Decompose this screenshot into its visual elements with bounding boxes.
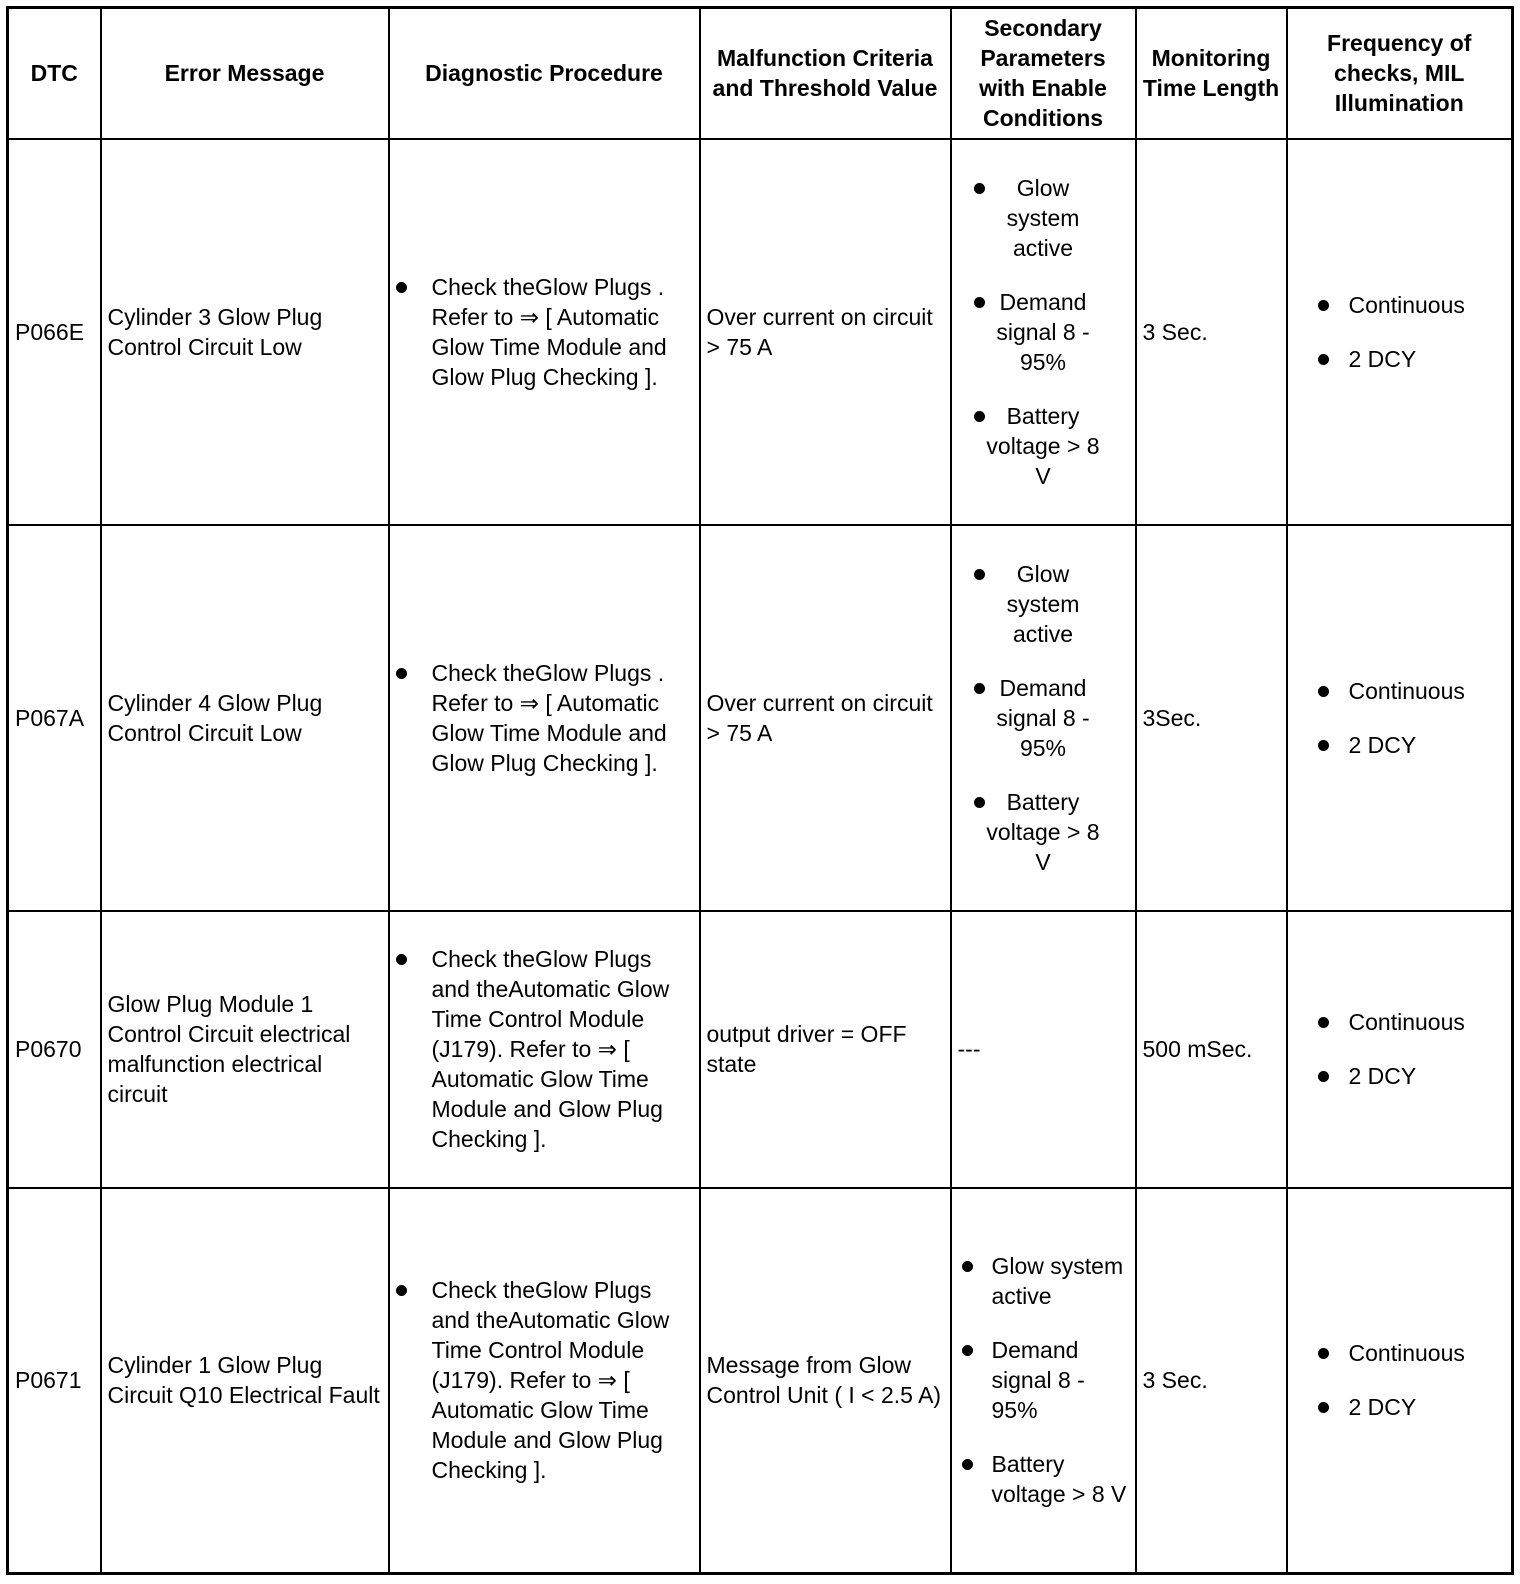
header-row — [8, 8, 1513, 139]
dtc-code: P0670 — [8, 911, 101, 1188]
monitoring-time: 3Sec. — [1136, 525, 1287, 911]
frequency-item: Continuous — [1294, 1338, 1506, 1368]
table-row — [8, 911, 1513, 1188]
table-row — [8, 1188, 1513, 1574]
malfunction-criteria: Over current on circuit > 75 A — [700, 139, 951, 525]
error-message: Cylinder 3 Glow Plug Control Circuit Low — [101, 139, 389, 525]
frequency-item: 2 DCY — [1294, 344, 1506, 374]
error-message: Cylinder 1 Glow Plug Circuit Q10 Electrical Fault — [101, 1188, 389, 1574]
diagnostic-procedure-item: Check theGlow Plugs and theAutomatic Glow Time Control Module (J179). Refer to ⇒ [ Automatic Glow Time Module and Glow Plug Checking ]. — [396, 1275, 693, 1485]
diagnostic-procedure-item: Check theGlow Plugs . Refer to ⇒ [ Automatic Glow Time Module and Glow Plug Checking ]. — [396, 272, 693, 392]
frequency-item: 2 DCY — [1294, 730, 1506, 760]
dtc-code: P0671 — [8, 1188, 101, 1574]
frequency-item: Continuous — [1294, 290, 1506, 320]
secondary-parameters — [951, 525, 1136, 911]
secondary-parameter-item: Glow system active — [984, 559, 1102, 649]
header-error-message: Error Message — [101, 8, 389, 139]
frequency — [1287, 911, 1513, 1188]
secondary-parameter-item: Demand signal 8 - 95% — [958, 1335, 1129, 1425]
header-malfunction-criteria: Malfunction Criteria and Threshold Value — [700, 8, 951, 139]
monitoring-time: 3 Sec. — [1136, 139, 1287, 525]
bullet-icon — [974, 569, 985, 580]
header-dtc: DTC — [8, 8, 101, 139]
monitoring-time: 500 mSec. — [1136, 911, 1287, 1188]
secondary-parameter-item: Demand signal 8 - 95% — [984, 673, 1102, 763]
table-row — [8, 525, 1513, 911]
diagnostic-procedure-item: Check theGlow Plugs . Refer to ⇒ [ Automatic Glow Time Module and Glow Plug Checking ]. — [396, 658, 693, 778]
header-secondary-parameters: Secondary Parameters with Enable Conditions — [951, 8, 1136, 139]
dtc-code: P066E — [8, 139, 101, 525]
diagnostic-procedure — [389, 139, 700, 525]
secondary-parameter-item: Glow system active — [958, 1251, 1129, 1311]
secondary-parameter-item: Battery voltage > 8 V — [984, 401, 1102, 491]
dtc-code: P067A — [8, 525, 101, 911]
secondary-parameter-item: Battery voltage > 8 V — [958, 1449, 1129, 1509]
secondary-parameter-item: Battery voltage > 8 V — [984, 787, 1102, 877]
secondary-parameter-item: Demand signal 8 - 95% — [984, 287, 1102, 377]
malfunction-criteria: Message from Glow Control Unit ( I < 2.5 A) — [700, 1188, 951, 1574]
monitoring-time: 3 Sec. — [1136, 1188, 1287, 1574]
malfunction-criteria: Over current on circuit > 75 A — [700, 525, 951, 911]
header-frequency: Frequency of checks, MIL Illumination — [1287, 8, 1513, 139]
header-monitoring-time: Monitoring Time Length — [1136, 8, 1287, 139]
bullet-icon — [974, 683, 985, 694]
frequency-item: 2 DCY — [1294, 1061, 1506, 1091]
frequency — [1287, 525, 1513, 911]
malfunction-criteria: output driver = OFF state — [700, 911, 951, 1188]
header-diagnostic-procedure: Diagnostic Procedure — [389, 8, 700, 139]
frequency — [1287, 139, 1513, 525]
table-row — [8, 139, 1513, 525]
bullet-icon — [974, 297, 985, 308]
frequency-item: Continuous — [1294, 676, 1506, 706]
frequency-item: Continuous — [1294, 1007, 1506, 1037]
secondary-parameter-item: Glow system active — [984, 173, 1102, 263]
diagnostic-procedure — [389, 525, 700, 911]
diagnostic-procedure — [389, 911, 700, 1188]
error-message: Glow Plug Module 1 Control Circuit electrical malfunction electrical circuit — [101, 911, 389, 1188]
frequency — [1287, 1188, 1513, 1574]
bullet-icon — [974, 183, 985, 194]
bullet-icon — [974, 797, 985, 808]
diagnostic-procedure-item: Check theGlow Plugs and theAutomatic Glow Time Control Module (J179). Refer to ⇒ [ Automatic Glow Time Module and Glow Plug Checking ]. — [396, 944, 693, 1154]
dtc-table — [6, 6, 1514, 1575]
error-message: Cylinder 4 Glow Plug Control Circuit Low — [101, 525, 389, 911]
diagnostic-procedure — [389, 1188, 700, 1574]
secondary-parameters — [951, 139, 1136, 525]
secondary-parameters: --- — [951, 911, 1136, 1188]
secondary-parameters — [951, 1188, 1136, 1574]
frequency-item: 2 DCY — [1294, 1392, 1506, 1422]
bullet-icon — [974, 411, 985, 422]
